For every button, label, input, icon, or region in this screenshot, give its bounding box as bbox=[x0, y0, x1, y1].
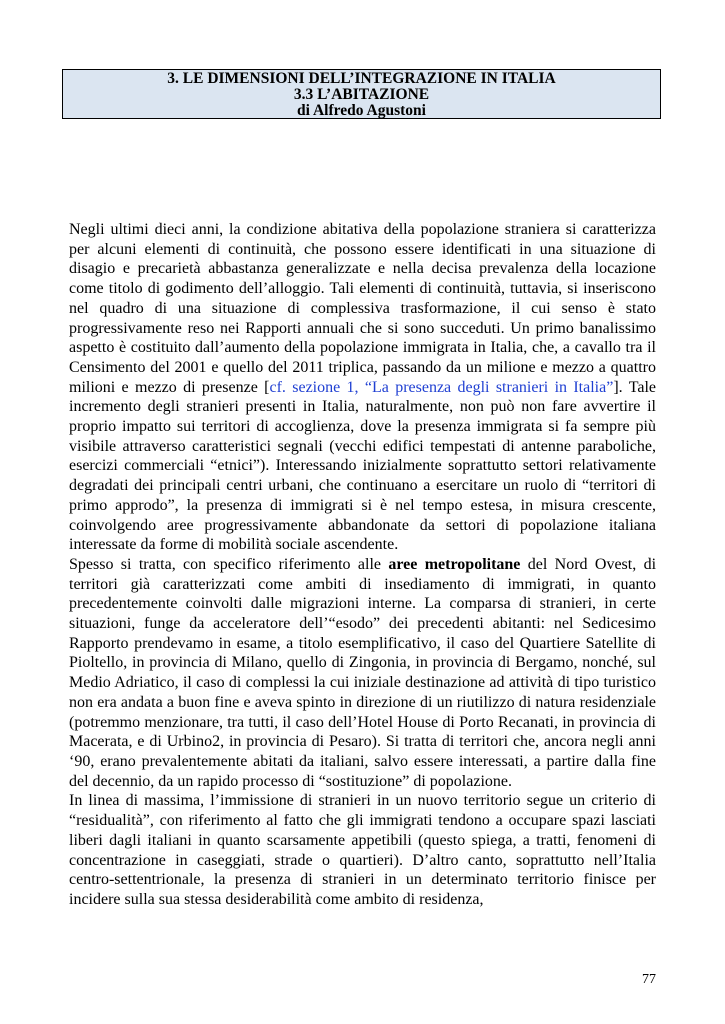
paragraph-text: Negli ultimi dieci anni, la condizione abitativa della popolazione straniera si caratterizza per alcuni elementi di continuità, che possono essere identificati in una situazione di disagio e precarietà abbastanza generalizzate e nella decisa prevalenza della locazione come titolo di godimento dell’alloggio. Tali elementi di continuità, tuttavia, si inseriscono nel quadro di una situazione di complessiva trasformazione, il cui senso è stato progressivamente reso nei Rapporti annuali che si sono succeduti. Un primo banalissimo aspetto è costituito dall’aumento della popolazione immigrata in Italia, che, a cavallo tra il Censimento del 2001 e quello del 2011 triplica, passando da un milione e mezzo a quattro milioni e mezzo di presenze [ bbox=[69, 221, 656, 396]
cross-reference-link[interactable]: cf. sezione 1, “La presenza degli stranieri in Italia” bbox=[269, 378, 614, 396]
body-text bbox=[69, 220, 656, 910]
bold-term: aree metropolitane bbox=[388, 555, 521, 573]
page-number: 77 bbox=[642, 972, 656, 987]
author-line: di Alfredo Agustoni bbox=[297, 102, 426, 119]
section-title-box bbox=[62, 69, 661, 119]
section-title: 3.3 L’ABITAZIONE bbox=[293, 86, 430, 103]
paragraph bbox=[69, 791, 656, 909]
paragraph bbox=[69, 220, 656, 555]
paragraph bbox=[69, 555, 656, 791]
paragraph-text: del Nord Ovest, di territori già caratterizzati come ambiti di insediamento di immigrati, in quanto precedentemente coinvolti dalle migrazioni interne. La comparsa di stranieri, in certe situazioni, funge da acceleratore dell’“esodo” dei precedenti abitanti: nel Sedicesimo Rapporto prendevamo in esame, a titolo esemplificativo, il caso del Quartiere Satellite di Pioltello, in provincia di Milano, quello di Zingonia, in provincia di Bergamo, nonché, sul Medio Adriatico, il caso di complessi la cui iniziale destinazione ad attività di tipo turistico non era andata a buon fine e aveva spinto in direzione di un riutilizzo di natura residenziale (potremmo menzionare, tra tutti, il caso dell’Hotel House di Porto Recanati, in provincia di Macerata, e di Urbino2, in provincia di Pesaro). Si tratta di territori che, ancora negli anni ‘90, erano prevalentemente abitati da italiani, salvo essere interessati, a partire dalla fine del decennio, da un rapido processo di “sostituzione” di popolazione. bbox=[69, 555, 657, 790]
paragraph-text: In linea di massima, l’immissione di stranieri in un nuovo territorio segue un criterio di “residualità”, con riferimento al fatto che gli immigrati tendono a occupare spazi lasciati liberi dagli italiani in quanto scarsamente appetibili (questo spiega, a tratti, fenomeni di concentrazione in caseggiati, strade o quartieri). D’altro canto, soprattutto nell’Italia centro-settentrionale, la presenza di stranieri in un determinato territorio finisce per incidere sulla sua stessa desiderabilità come ambito di residenza, bbox=[69, 792, 656, 908]
chapter-title: 3. LE DIMENSIONI DELL’INTEGRAZIONE IN ITALIA bbox=[167, 70, 556, 87]
paragraph-text: ]. Tale incremento degli stranieri presenti in Italia, naturalmente, non può non fare avvertire il proprio impatto sui territori di accoglienza, dove la presenza immigrata si fa sempre più visibile attraverso caratteristici segnali (vecchi edifici tempestati di antenne paraboliche, esercizi commerciali “etnici”). Interessando inizialmente soprattutto settori relativamente degradati dei principali centri urbani, che continuano a esercitare un ruolo di “territori di primo approdo”, la presenza di immigrati si è nel tempo estesa, in misura crescente, coinvolgendo aree progressivamente abbandonate da settori di popolazione italiana interessate da forme di mobilità sociale ascendente. bbox=[69, 378, 657, 554]
paragraph-text: Spesso si tratta, con specifico riferimento alle bbox=[69, 555, 389, 573]
